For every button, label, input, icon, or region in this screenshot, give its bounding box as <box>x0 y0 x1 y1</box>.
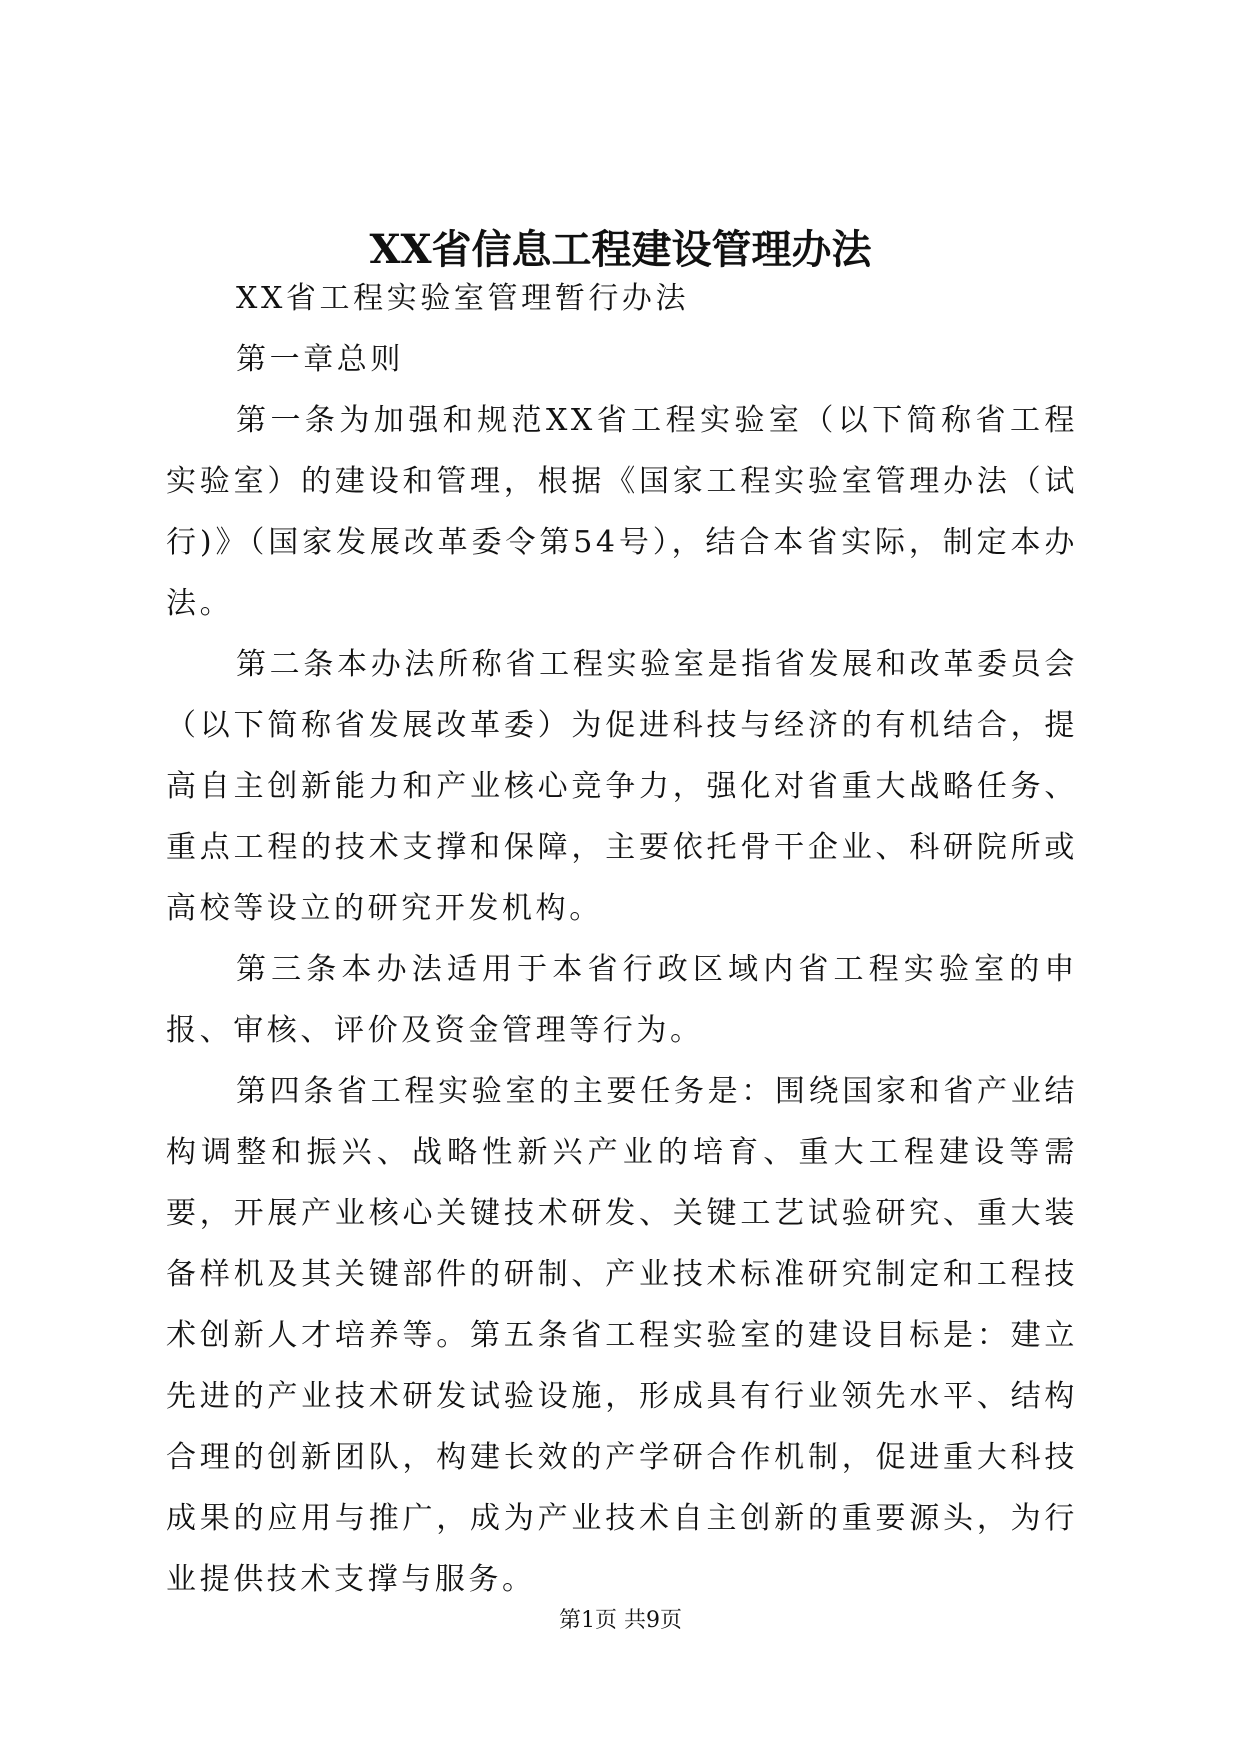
subtitle-paragraph: XX省工程实验室管理暂行办法 <box>236 281 690 316</box>
article-2-paragraph: 第二条本办法所称省工程实验室是指省发展和改革委员会（以下简称省发展改革委）为促进科技与经济的有机结合，提高自主创新能力和产业核心竞争力，强化对省重大战略任务、重点工程的技术支撑和保障，主要依托骨干企业、科研院所或高校等设立的研究开发机构。 <box>166 647 1078 926</box>
article-4-5-paragraph: 第四条省工程实验室的主要任务是：围绕国家和省产业结构调整和振兴、战略性新兴产业的培育、重大工程建设等需要，开展产业核心关键技术研发、关键工艺试验研究、重大装备样机及其关键部件的研制、产业技术标准研究制定和工程技术创新人才培养等。第五条省工程实验室的建设目标是：建立先进的产业技术研发试验设施，形成具有行业领先水平、结构合理的创新团队，构建长效的产学研合作机制，促进重大科技成果的应用与推广，成为产业技术自主创新的重要源头，为行业提供技术支撑与服务。 <box>166 1074 1078 1597</box>
document-body <box>166 268 1078 1610</box>
chapter-heading: 第一章总则 <box>236 342 404 377</box>
article-1-paragraph: 第一条为加强和规范XX省工程实验室（以下简称省工程实验室）的建设和管理，根据《国家工程实验室管理办法（试行)》（国家发展改革委令第54号），结合本省实际，制定本办法。 <box>166 403 1078 621</box>
article-3-paragraph: 第三条本办法适用于本省行政区域内省工程实验室的申报、审核、评价及资金管理等行为。 <box>166 952 1078 1048</box>
page-footer: 第1页 共9页 <box>559 1608 682 1633</box>
document-title: XX省信息工程建设管理办法 <box>369 226 872 273</box>
